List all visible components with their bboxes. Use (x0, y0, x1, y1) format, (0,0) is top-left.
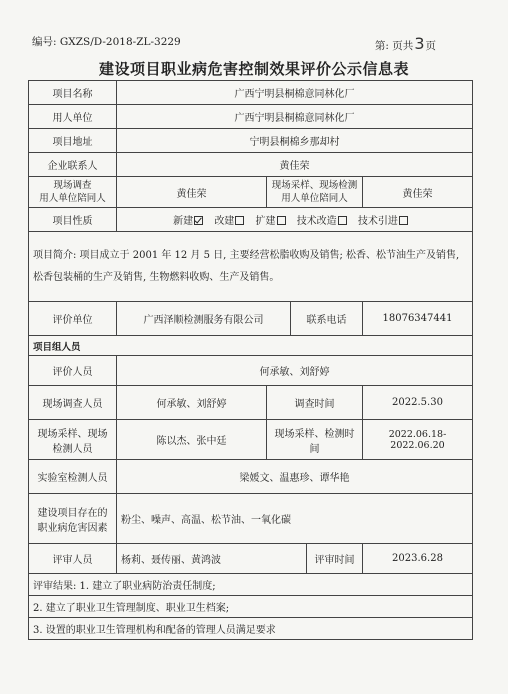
hazards-label (29, 494, 117, 544)
reviewers-value: 杨莉、聂传丽、黄鸿波 (117, 544, 307, 574)
contact-value: 黄佳荣 (117, 153, 473, 177)
nature-label: 项目性质 (29, 208, 117, 232)
survey-time-label: 调查时间 (267, 386, 363, 420)
phone-value: 18076347441 (363, 302, 473, 336)
row-intro (29, 232, 473, 302)
review-time-label: 评审时间 (307, 544, 363, 574)
review-result-line3: 3. 设置的职业卫生管理机构和配备的管理人员满足要求 (29, 618, 473, 640)
row-result-1 (29, 574, 473, 596)
row-result-3 (29, 618, 473, 640)
sampling-escort-label (267, 177, 363, 208)
checkbox-icon (399, 216, 408, 225)
checkbox-icon (235, 216, 244, 225)
sampling-escort-value: 黄佳荣 (363, 177, 473, 208)
lab-staff-value: 梁媛文、温惠珍、谭华艳 (117, 460, 473, 494)
sampling-escort-label-line2: 用人单位陪同人 (281, 193, 348, 204)
sampling-staff-label-line2: 检测人员 (52, 443, 93, 455)
survey-time-value: 2022.5.30 (363, 386, 473, 420)
project-intro: 项目简介: 项目成立于 2001 年 12 月 5 日, 主要经营松脂收购及销售; 松香、松节油生产及销售, 松香包装桶的生产及销售, 生物燃料收购、生产及销售。 (29, 232, 473, 302)
reviewers-label: 评审人员 (29, 544, 117, 574)
page-indicator (375, 34, 436, 53)
row-project-name (29, 81, 473, 105)
address-value: 宁明县桐棉乡那却村 (117, 129, 473, 153)
employer-label: 用人单位 (29, 105, 117, 129)
hazards-label-line2: 职业病危害因素 (37, 522, 108, 534)
nature-option-expand: 扩建 (256, 216, 286, 227)
eval-unit-value: 广西泽顺检测服务有限公司 (117, 302, 291, 336)
checkbox-icon (277, 216, 286, 225)
project-name-value: 广西宁明县桐棉意同林化厂 (117, 81, 473, 105)
nature-option-rebuild: 改建 (214, 216, 244, 227)
employer-value: 广西宁明县桐棉意同林化厂 (117, 105, 473, 129)
evaluators-label: 评价人员 (29, 356, 117, 386)
sampling-escort-label-line1: 现场采样、现场检测 (271, 180, 358, 191)
lab-staff-label: 实验室检测人员 (29, 460, 117, 494)
hazards-value: 粉尘、噪声、高温、松节油、一氧化碳 (117, 494, 473, 544)
sampling-staff-label-line1: 现场采样、现场 (37, 428, 108, 440)
review-result-line1: 评审结果: 1. 建立了职业病防治责任制度; (29, 574, 473, 596)
contact-label: 企业联系人 (29, 153, 117, 177)
info-table (28, 80, 473, 640)
review-time-value: 2023.6.28 (363, 544, 473, 574)
survey-staff-value: 何承敏、刘舒婷 (117, 386, 267, 420)
row-result-2 (29, 596, 473, 618)
row-survey-escort (29, 177, 473, 208)
checkbox-icon (338, 216, 347, 225)
eval-unit-label: 评价单位 (29, 302, 117, 336)
sampling-staff-value: 陈以杰、张中廷 (117, 420, 267, 460)
evaluators-value: 何承敏、刘舒婷 (117, 356, 473, 386)
project-name-label: 项目名称 (29, 81, 117, 105)
sampling-staff-label (29, 420, 117, 460)
survey-escort-label-line1: 现场调查 (53, 180, 92, 191)
address-label: 项目地址 (29, 129, 117, 153)
sampling-time-value: 2022.06.18-2022.06.20 (363, 420, 473, 460)
row-sampling-staff (29, 420, 473, 460)
phone-label: 联系电话 (291, 302, 363, 336)
sampling-time-label: 现场采样、检测时间 (267, 420, 363, 460)
team-title: 项目组人员 (29, 336, 473, 356)
nature-option-tech-reform: 技术改造 (297, 216, 347, 227)
row-contact (29, 153, 473, 177)
row-nature (29, 208, 473, 232)
nature-option-new: 新建 (173, 216, 203, 227)
survey-staff-label: 现场调查人员 (29, 386, 117, 420)
review-result-line2: 2. 建立了职业卫生管理制度、职业卫生档案; (29, 596, 473, 618)
row-team-title (29, 336, 473, 356)
survey-escort-value: 黄佳荣 (117, 177, 267, 208)
page-title: 建设项目职业病危害控制效果评价公示信息表 (98, 60, 409, 78)
row-lab-staff (29, 460, 473, 494)
survey-escort-label-line2: 用人单位陪同人 (39, 193, 106, 204)
row-reviewers (29, 544, 473, 574)
nature-option-tech-import: 技术引进 (358, 216, 408, 227)
row-hazards (29, 494, 473, 544)
page-total: 3 (414, 34, 425, 53)
checkbox-checked-icon (194, 216, 203, 225)
row-employer (29, 105, 473, 129)
row-evaluators (29, 356, 473, 386)
doc-number: 编号: GXZS/D-2018-ZL-3229 (32, 36, 181, 48)
row-survey-staff (29, 386, 473, 420)
row-address (29, 129, 473, 153)
row-eval-unit (29, 302, 473, 336)
hazards-label-line1: 建设项目存在的 (37, 507, 108, 519)
page-suffix: 页 (425, 40, 436, 52)
nature-options (117, 208, 473, 232)
page-prefix: 第: 页共 (374, 40, 414, 52)
survey-escort-label (29, 177, 117, 208)
